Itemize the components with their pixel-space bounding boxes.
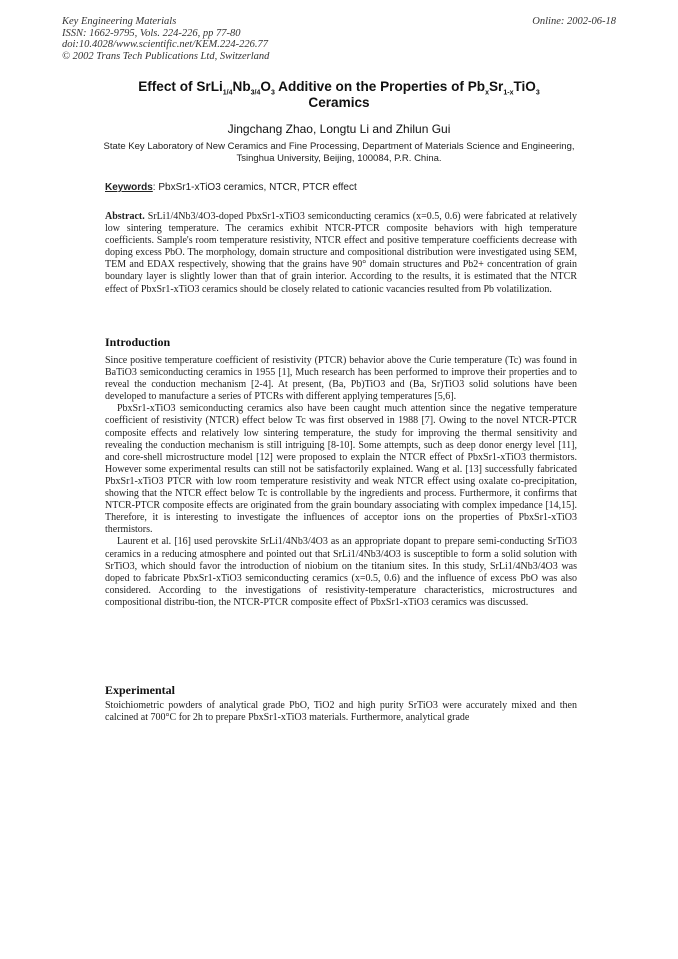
author-list: Jingchang Zhao, Longtu Li and Zhilun Gui <box>227 122 451 136</box>
experimental-paragraph-1: Stoichiometric powders of analytical grade PbO, TiO2 and high purity SrTiO3 were accurately mixed and then calcined at 700°C for 2h to prepare PbxSr1-xTiO3 materials. Furthermore, analytical grade <box>105 700 577 724</box>
keywords-label: Keywords <box>105 182 153 193</box>
journal-header <box>62 16 269 62</box>
introduction-section <box>105 355 577 609</box>
keywords-text: : PbxSr1-xTiO3 ceramics, NTCR, PTCR effect <box>152 182 357 193</box>
introduction-heading: Introduction <box>105 335 171 349</box>
doi-line: doi:10.4028/www.scientific.net/KEM.224-226.77 <box>62 39 268 51</box>
title-line-2: Ceramics <box>308 94 370 110</box>
abstract <box>105 211 577 296</box>
intro-paragraph-1: Since positive temperature coefficient of resistivity (PTCR) behavior above the Curie temperature (Tc) was found in BaTiO3 semiconducting ceramics in 1955 [1], Much research has been performed to improve their properties and to reveal the conduction mechanism [2-4]. At present, (Ba, Pb)TiO3 and (Ba, Sr)TiO3 solid solutions have been developed to manufacture a series of PTCRs with different applying temperatures [5,6]. <box>105 355 577 403</box>
online-date: Online: 2002-06-18 <box>532 16 616 27</box>
abstract-label: Abstract. <box>105 211 145 222</box>
paper-title <box>100 79 578 110</box>
intro-paragraph-3: Laurent et al. [16] used perovskite SrLi1/4Nb3/4O3 as an appropriate dopant to prepare semi-conducting SrTiO3 ceramics in a reducing atmosphere and pointed out that SrLi1/4Nb3/4O3 is susceptible to form a solid solution with SrTiO3, which should favor the introduction of niobium on the titanium sites. In this study, SrLi1/4Nb3/4O3 was doped to fabricate PbxSr1-xTiO3 semiconducting ceramics (x=0.5, 0.6) and the influence of excess PbO was also considered. According to the investigations of resistivity-temperature characteristics, microstructures and compositional distribu-tion, the NTCR-PTCR composite effect of PbxSr1-xTiO3 ceramics was discussed. <box>105 536 577 608</box>
intro-paragraph-2: PbxSr1-xTiO3 semiconducting ceramics also have been caught much attention since the negative temperature coefficient of resistivity (NTCR) effect below Tc was first observed in 1988 [7]. Owing to the novel NTCR-PTCR composite effects and relatively low sintering temperature, the study for improving the thermal sensitivity and revealing the conduction mechanism is still intriguing [8-10]. Some attempts, such as deep donor energy level [11], and core-shell microstructure model [12] were proposed to explain the NTCR effect of PbxSr1-xTiO3 thermistors. However some experimental results can still not be satisfactorily explained. Wang et al. [13] successfully fabricated PbxSr1-xTiO3 PTCR with low room temperature resistivity and weak NTCR effect using oxalate co-precipitation, showing that the NTCR effect below Tc is controllable by the ingredients and process. Furthermore, it confirms that NTCR-PTCR composite effects are originated from the grain boundary associating with complex impedance [14,15]. Therefore, it is interesting to investigate the influences of acceptor ions on the properties of PbxSr1-xTiO3 thermistors. <box>105 403 577 536</box>
copyright-line: © 2002 Trans Tech Publications Ltd, Switzerland <box>62 50 270 62</box>
affiliation: State Key Laboratory of New Ceramics and Fine Processing, Department of Materials Science and Engineering, Tsinghua University, Beijing, 100084, P.R. China. <box>103 141 575 165</box>
experimental-heading: Experimental <box>105 683 175 697</box>
title-line-1: Effect of $SrLi_{1/4}Nb_{3/4}O_3$ Additive on the Properties of $Pb_xSr_{1-x}TiO_3$ <box>138 79 540 97</box>
experimental-section <box>105 700 577 724</box>
keywords <box>105 182 357 193</box>
abstract-text: SrLi1/4Nb3/4O3-doped PbxSr1-xTiO3 semiconducting ceramics (x=0.5, 0.6) were fabricated at relatively low sintering temperature. The ceramics exhibit NTCR-PTCR composite behaviors with high temperature coefficients. Sample's room temperature resistivity, NTCR effect and positive temperature coefficients decrease with doping excess PbO. The morphology, domain structure and compositional distribution were investigated using SEM, TEM and EDAX respectively, showing that the grains have 90° domain structures and Pb2+ concentration of grain boundary layer is slightly lower than that of grain interior. According to the results, it is estimated that the NTCR effect of PbxSr1-xTiO3 ceramics should be closely related to cationic vacancies resulted from Pb volatilization. <box>105 211 577 295</box>
issn-line: ISSN: 1662-9795, Vols. 224-226, pp 77-80 <box>62 27 241 39</box>
journal-name: Key Engineering Materials <box>62 16 177 27</box>
